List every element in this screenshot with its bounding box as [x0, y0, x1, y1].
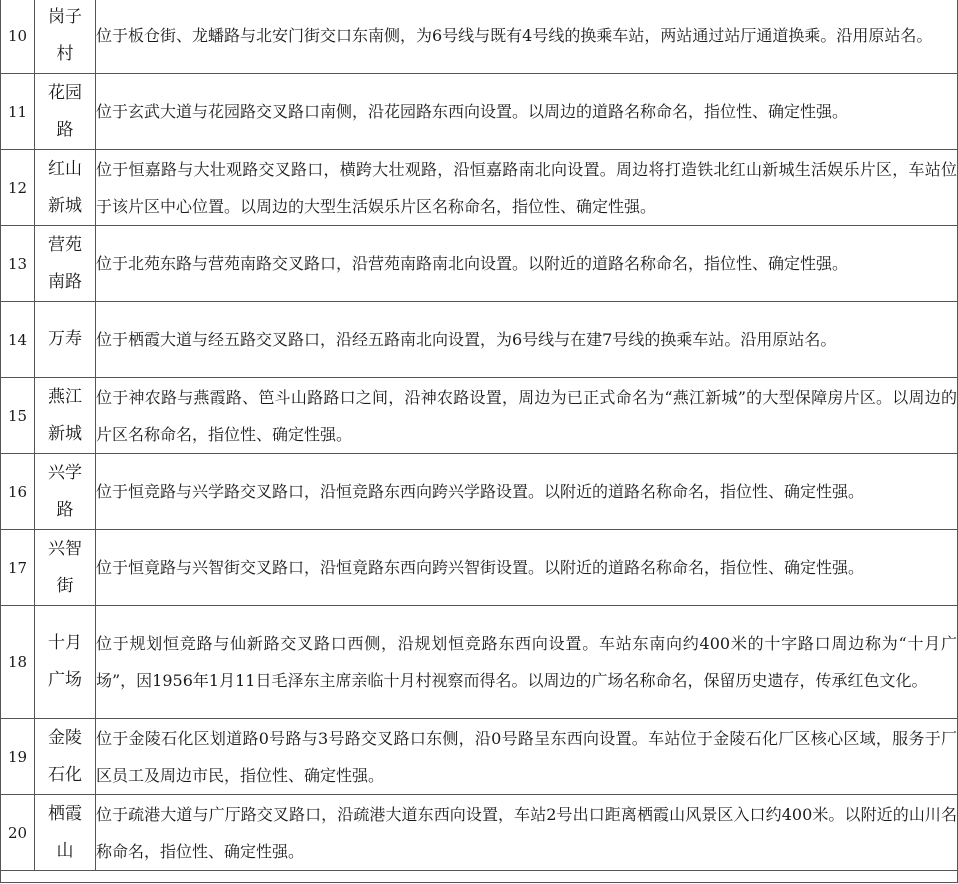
station-name-cell — [35, 795, 96, 871]
station-number: 16 — [1, 454, 35, 530]
station-name: 营苑南路 — [48, 234, 82, 292]
table-row — [1, 150, 958, 226]
station-description: 位于疏港大道与广厅路交叉路口，沿疏港大道东西向设置，车站2号出口距离栖霞山风景区入口约400米。以附近的山川名称命名，指位性、确定性强。 — [96, 795, 958, 871]
station-description: 位于玄武大道与花园路交叉路口南侧，沿花园路东西向设置。以周边的道路名称命名，指位性、确定性强。 — [96, 74, 958, 150]
station-number: 14 — [1, 302, 35, 378]
station-number: 12 — [1, 150, 35, 226]
station-description: 位于恒竞路与兴学路交叉路口，沿恒竞路东西向跨兴学路设置。以附近的道路名称命名，指位性、确定性强。 — [96, 454, 958, 530]
table-row — [1, 378, 958, 454]
station-name-cell — [35, 530, 96, 606]
station-name-cell — [35, 226, 96, 302]
station-number: 18 — [1, 606, 35, 719]
station-name-cell — [35, 0, 96, 74]
station-description: 位于神农路与燕霞路、笆斗山路路口之间，沿神农路设置，周边为已正式命名为“燕江新城”的大型保障房片区。以周边的片区名称命名，指位性、确定性强。 — [96, 378, 958, 454]
station-name-cell — [35, 302, 96, 378]
empty-cell — [1, 871, 958, 883]
station-description: 位于北苑东路与营苑南路交叉路口，沿营苑南路南北向设置。以附近的道路名称命名，指位性、确定性强。 — [96, 226, 958, 302]
station-number: 17 — [1, 530, 35, 606]
station-name: 金陵石化 — [48, 727, 82, 785]
station-name: 栖霞山 — [48, 803, 82, 861]
table-row — [1, 530, 958, 606]
station-name: 兴学路 — [48, 462, 82, 520]
station-name: 万寿 — [48, 329, 82, 349]
station-name: 岗子村 — [48, 6, 82, 64]
station-name-cell — [35, 74, 96, 150]
table-row — [1, 74, 958, 150]
station-name: 燕江新城 — [48, 386, 82, 444]
station-description: 位于恒竟路与兴智街交叉路口，沿恒竟路东西向跨兴智街设置。以附近的道路名称命名，指位性、确定性强。 — [96, 530, 958, 606]
station-name-cell — [35, 606, 96, 719]
station-number: 13 — [1, 226, 35, 302]
table-row — [1, 454, 958, 530]
station-number: 15 — [1, 378, 35, 454]
station-number: 10 — [1, 0, 35, 74]
table-row — [1, 606, 958, 719]
station-name: 兴智街 — [48, 538, 82, 596]
station-number: 19 — [1, 719, 35, 795]
station-name: 十月广场 — [48, 633, 82, 690]
station-description: 位于金陵石化区划道路0号路与3号路交叉路口东侧，沿0号路呈东西向设置。车站位于金陵石化厂区核心区域，服务于厂区员工及周边市民，指位性、确定性强。 — [96, 719, 958, 795]
station-description: 位于恒嘉路与大壮观路交叉路口，横跨大壮观路，沿恒嘉路南北向设置。周边将打造铁北红山新城生活娱乐片区，车站位于该片区中心位置。以周边的大型生活娱乐片区名称命名，指位性、确定性强。 — [96, 150, 958, 226]
table-row — [1, 226, 958, 302]
table-row — [1, 795, 958, 871]
station-number: 11 — [1, 74, 35, 150]
station-name-cell — [35, 378, 96, 454]
table-row — [1, 0, 958, 74]
station-name-cell — [35, 719, 96, 795]
table-row — [1, 719, 958, 795]
station-description: 位于栖霞大道与经五路交叉路口，沿经五路南北向设置，为6号线与在建7号线的换乘车站。沿用原站名。 — [96, 302, 958, 378]
station-description: 位于规划恒竞路与仙新路交叉路口西侧，沿规划恒竞路东西向设置。车站东南向约400米的十字路口周边称为“十月广场”，因1956年1月11日毛泽东主席亲临十月村视察而得名。以周边的广场名称命名，保留历史遗存，传承红色文化。 — [96, 606, 958, 719]
station-name-cell — [35, 150, 96, 226]
station-description: 位于板仓街、龙蟠路与北安门街交口东南侧，为6号线与既有4号线的换乘车站，两站通过站厅通道换乘。沿用原站名。 — [96, 0, 958, 74]
station-name: 红山新城 — [48, 158, 82, 216]
table-row — [1, 302, 958, 378]
table-row-partial — [1, 871, 958, 883]
station-number: 20 — [1, 795, 35, 871]
station-name: 花园路 — [48, 82, 82, 140]
station-name-cell — [35, 454, 96, 530]
